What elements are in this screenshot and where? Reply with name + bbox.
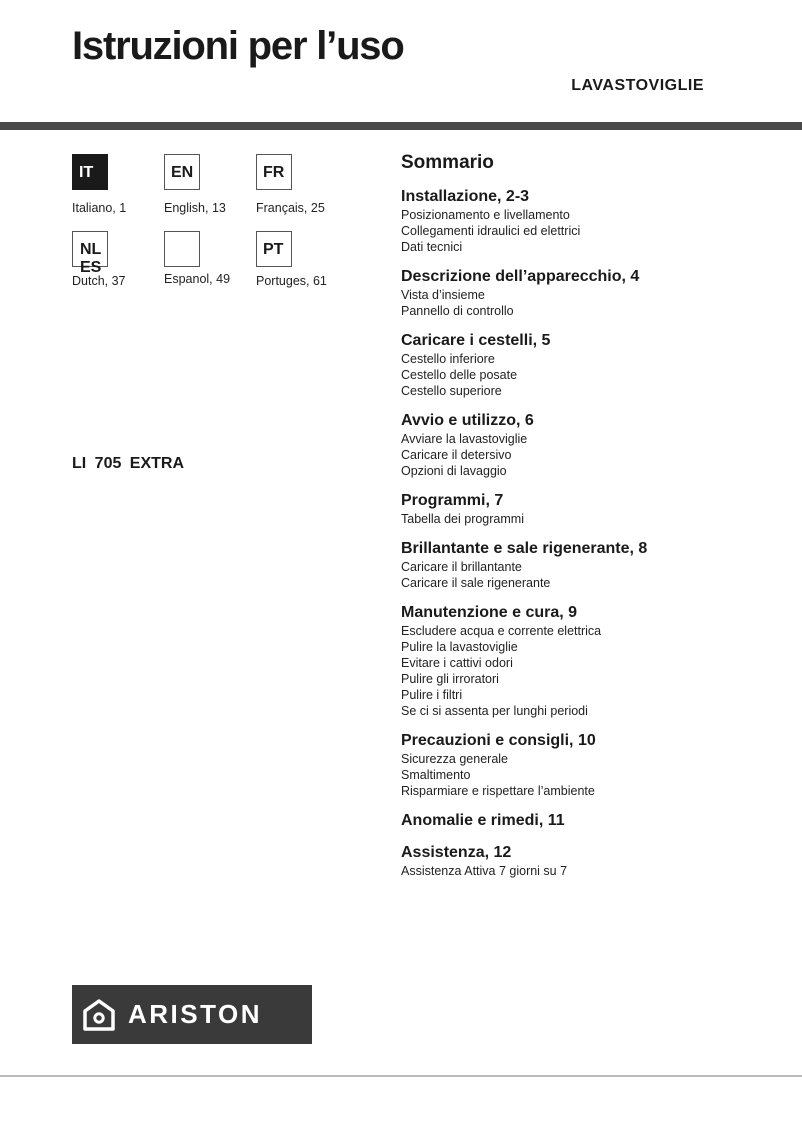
toc-item[interactable]: Dati tecnici [401,240,463,254]
toc-section [401,843,781,879]
document-title: Istruzioni per l’uso [72,24,404,68]
toc-item[interactable]: Pulire la lavastoviglie [401,640,518,654]
toc-section-title[interactable]: Assistenza, 12 [401,844,512,861]
toc-section-title[interactable]: Avvio e utilizzo, 6 [401,412,534,429]
toc-item[interactable]: Smaltimento [401,768,471,782]
toc-section [401,187,781,255]
toc-section [401,731,781,799]
lang-label-es[interactable]: Espanol, 49 [164,272,231,286]
toc-section [401,267,781,319]
toc-section-title[interactable]: Programmi, 7 [401,492,504,509]
toc-section [401,411,781,479]
toc-section-title[interactable]: Manutenzione e cura, 9 [401,604,578,621]
toc-item[interactable]: Caricare il detersivo [401,448,512,462]
toc-item[interactable]: Tabella dei programmi [401,512,524,526]
toc-item[interactable]: Pannello di controllo [401,304,514,318]
toc-item[interactable]: Avviare la lavastoviglie [401,432,528,446]
lang-box-nl-es[interactable]: NL ES [72,231,108,267]
toc-section [401,539,781,591]
toc-item[interactable]: Escludere acqua e corrente elettrica [401,624,602,638]
toc-item[interactable]: Caricare il brillantante [401,560,522,574]
toc-section [401,331,781,399]
toc-section [401,811,781,831]
toc-item[interactable]: Caricare il sale rigenerante [401,576,551,590]
house-icon [82,998,116,1032]
lang-label-it[interactable]: Italiano, 1 [72,201,127,215]
product-category: LAVASTOVIGLIE [571,77,704,94]
ariston-logo [72,985,312,1044]
toc-section-title[interactable]: Descrizione dell’apparecchio, 4 [401,268,640,285]
toc-section-title[interactable]: Installazione, 2-3 [401,188,530,205]
header-divider [0,122,802,130]
toc-item[interactable]: Pulire gli irroratori [401,672,499,686]
toc-item[interactable]: Pulire i filtri [401,688,463,702]
toc-item[interactable]: Assistenza Attiva 7 giorni su 7 [401,864,568,878]
lang-box-it[interactable]: IT [72,154,108,190]
toc-item[interactable]: Se ci si assenta per lunghi periodi [401,704,588,718]
toc-item[interactable]: Vista d’insieme [401,288,485,302]
lang-box-es[interactable] [164,231,200,267]
lang-label-pt[interactable]: Portuges, 61 [256,274,327,288]
toc-section-title[interactable]: Caricare i cestelli, 5 [401,332,551,349]
toc-section [401,491,781,527]
toc-item[interactable]: Sicurezza generale [401,752,509,766]
lang-label-nl[interactable]: Dutch, 37 [72,274,126,288]
toc-section [401,603,781,719]
toc-item[interactable]: Cestello superiore [401,384,502,398]
lang-label-en[interactable]: English, 13 [164,201,226,215]
toc-section-title[interactable]: Precauzioni e consigli, 10 [401,732,596,749]
toc-item[interactable]: Evitare i cattivi odori [401,656,513,670]
toc-section-title[interactable]: Anomalie e rimedi, 11 [401,812,565,829]
lang-box-en[interactable]: EN [164,154,200,190]
lang-box-fr[interactable]: FR [256,154,292,190]
toc-item[interactable]: Cestello delle posate [401,368,518,382]
table-of-contents [401,152,781,891]
toc-item[interactable]: Collegamenti idraulici ed elettrici [401,224,581,238]
brand-name: ARISTON [128,999,263,1029]
lang-label-fr[interactable]: Français, 25 [256,201,325,215]
model-name: LI 705 EXTRA [72,455,185,472]
toc-item[interactable]: Opzioni di lavaggio [401,464,507,478]
toc-item[interactable]: Cestello inferiore [401,352,495,366]
toc-item[interactable]: Posizionamento e livellamento [401,208,570,222]
toc-title: Sommario [401,152,494,173]
footer-divider [0,1075,802,1077]
toc-section-title[interactable]: Brillantante e sale rigenerante, 8 [401,540,648,557]
toc-item[interactable]: Risparmiare e rispettare l’ambiente [401,784,595,798]
lang-box-pt[interactable]: PT [256,231,292,267]
